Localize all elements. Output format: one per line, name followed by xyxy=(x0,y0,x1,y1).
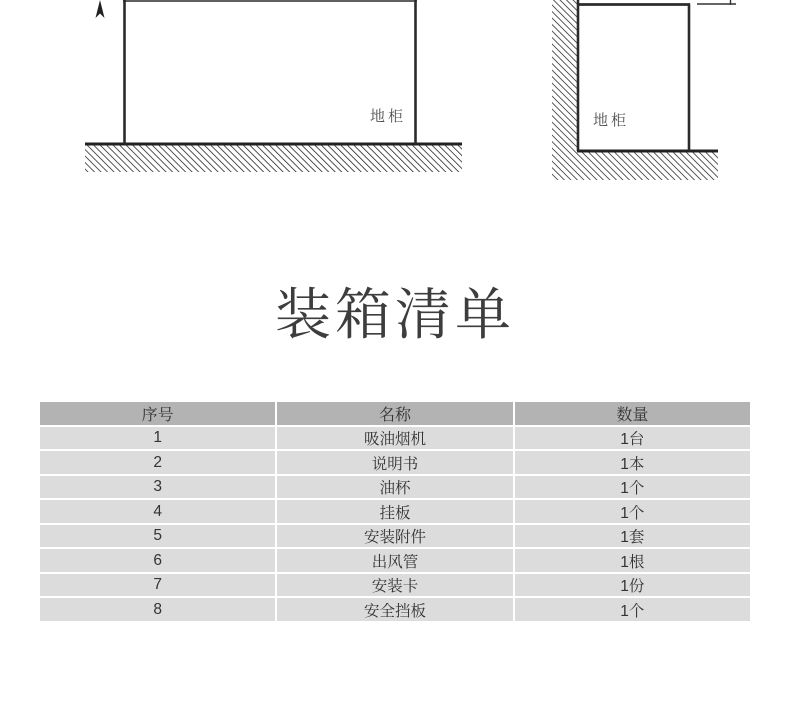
cell-name: 安装卡 xyxy=(276,573,513,598)
cell-quantity: 1本 xyxy=(514,450,751,475)
table-row xyxy=(39,475,751,500)
table-row xyxy=(39,573,751,598)
up-arrow-icon xyxy=(96,0,105,18)
left-diagram-floor-cabinet xyxy=(85,0,462,172)
column-header-index: 序号 xyxy=(39,401,276,426)
cell-quantity: 1个 xyxy=(514,475,751,500)
cell-quantity: 1台 xyxy=(514,426,751,451)
floor-hatch xyxy=(552,151,718,180)
packing-list-section xyxy=(0,264,790,714)
right-cabinet-label: 地柜 xyxy=(593,112,630,129)
header-row xyxy=(39,401,751,426)
cell-index: 7 xyxy=(39,573,276,598)
cell-name: 安全挡板 xyxy=(276,597,513,622)
cell-index: 1 xyxy=(39,426,276,451)
cell-name: 安装附件 xyxy=(276,524,513,549)
table-row xyxy=(39,548,751,573)
column-header-quantity: 数量 xyxy=(514,401,751,426)
cell-quantity: 1套 xyxy=(514,524,751,549)
table-row xyxy=(39,499,751,524)
installation-diagrams-svg xyxy=(0,0,790,264)
table-row xyxy=(39,597,751,622)
cell-quantity: 1个 xyxy=(514,597,751,622)
packing-table-body xyxy=(39,426,751,622)
left-cabinet-label: 地柜 xyxy=(370,108,407,125)
packing-list-table xyxy=(38,400,752,623)
table-row xyxy=(39,450,751,475)
floor-hatch xyxy=(85,146,462,173)
cell-name: 吸油烟机 xyxy=(276,426,513,451)
column-header-name: 名称 xyxy=(276,401,513,426)
cell-quantity: 1个 xyxy=(514,499,751,524)
cell-name: 出风管 xyxy=(276,548,513,573)
packing-table-header xyxy=(39,401,751,426)
table-row xyxy=(39,524,751,549)
table-row xyxy=(39,426,751,451)
cell-index: 6 xyxy=(39,548,276,573)
cell-quantity: 1份 xyxy=(514,573,751,598)
cell-name: 挂板 xyxy=(276,499,513,524)
cell-index: 2 xyxy=(39,450,276,475)
cell-name: 油杯 xyxy=(276,475,513,500)
cell-quantity: 1根 xyxy=(514,548,751,573)
right-diagram-wall-cabinet xyxy=(552,0,736,180)
cell-index: 3 xyxy=(39,475,276,500)
installation-diagrams-section xyxy=(0,0,790,264)
cell-name: 说明书 xyxy=(276,450,513,475)
cell-index: 5 xyxy=(39,524,276,549)
packing-list-title: 装箱清单 xyxy=(275,283,515,346)
cell-index: 8 xyxy=(39,597,276,622)
cell-index: 4 xyxy=(39,499,276,524)
